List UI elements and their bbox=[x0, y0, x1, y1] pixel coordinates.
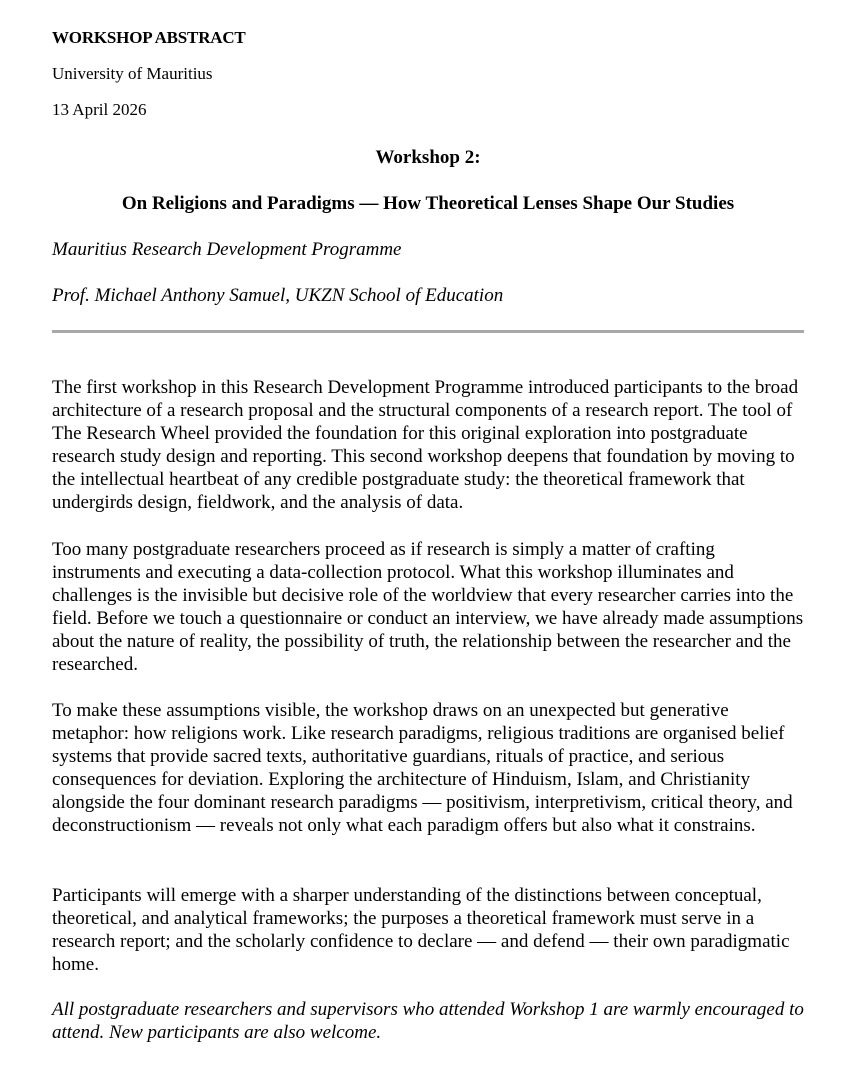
section-divider bbox=[52, 330, 804, 333]
body-paragraph-4: Participants will emerge with a sharper understanding of the distinctions between conceptual, theoretical, and analytical frameworks; the purposes a theoretical framework must serve in a research report; and the scholarly confidence to declare — and defend — their own paradigmatic home. bbox=[52, 885, 790, 975]
presenter-name: Prof. Michael Anthony Samuel, UKZN School of Education bbox=[52, 285, 504, 306]
document-label: WORKSHOP ABSTRACT bbox=[52, 28, 246, 47]
workshop-title: On Religions and Paradigms — How Theoretical Lenses Shape Our Studies bbox=[121, 193, 735, 214]
workshop-number-heading: Workshop 2: bbox=[375, 147, 481, 168]
body-paragraph-3: To make these assumptions visible, the workshop draws on an unexpected but generative metaphor: how religions work. Like research paradigms, religious traditions are organised belief systems that provide sacred texts, authoritative guardians, rituals of practice, and serious consequences for deviation. Exploring the architecture of Hinduism, Islam, and Christianity alongside the four dominant research paradigms — positivism, interpretivism, critical theory, and deconstructionism — reveals not only what each paradigm offers but also what it constrains. bbox=[52, 700, 793, 836]
body-paragraph-1: The first workshop in this Research Development Programme introduced participants to the broad architecture of a research proposal and the structural components of a research report. The tool of The Research Wheel provided the foundation for this original exploration into postgraduate research study design and reporting. This second workshop deepens that foundation by moving to the intellectual heartbeat of any credible postgraduate study: the theoretical framework that undergirds design, fieldwork, and the analysis of data. bbox=[52, 377, 799, 513]
body-paragraph-2: Too many postgraduate researchers proceed as if research is simply a matter of crafting instruments and executing a data-collection protocol. What this workshop illuminates and challenges is the invisible but decisive role of the worldview that every researcher carries into the field. Before we touch a questionnaire or conduct an interview, we have already made assumptions about the nature of reality, the possibility of truth, the relationship between the researcher and the researched. bbox=[52, 539, 804, 675]
programme-name: Mauritius Research Development Programme bbox=[52, 239, 402, 260]
institution-name: University of Mauritius bbox=[52, 64, 213, 83]
closing-invitation: All postgraduate researchers and supervisors who attended Workshop 1 are warmly encouraged to attend. New participants are also welcome. bbox=[52, 999, 804, 1043]
abstract-date: 13 April 2026 bbox=[52, 100, 147, 119]
